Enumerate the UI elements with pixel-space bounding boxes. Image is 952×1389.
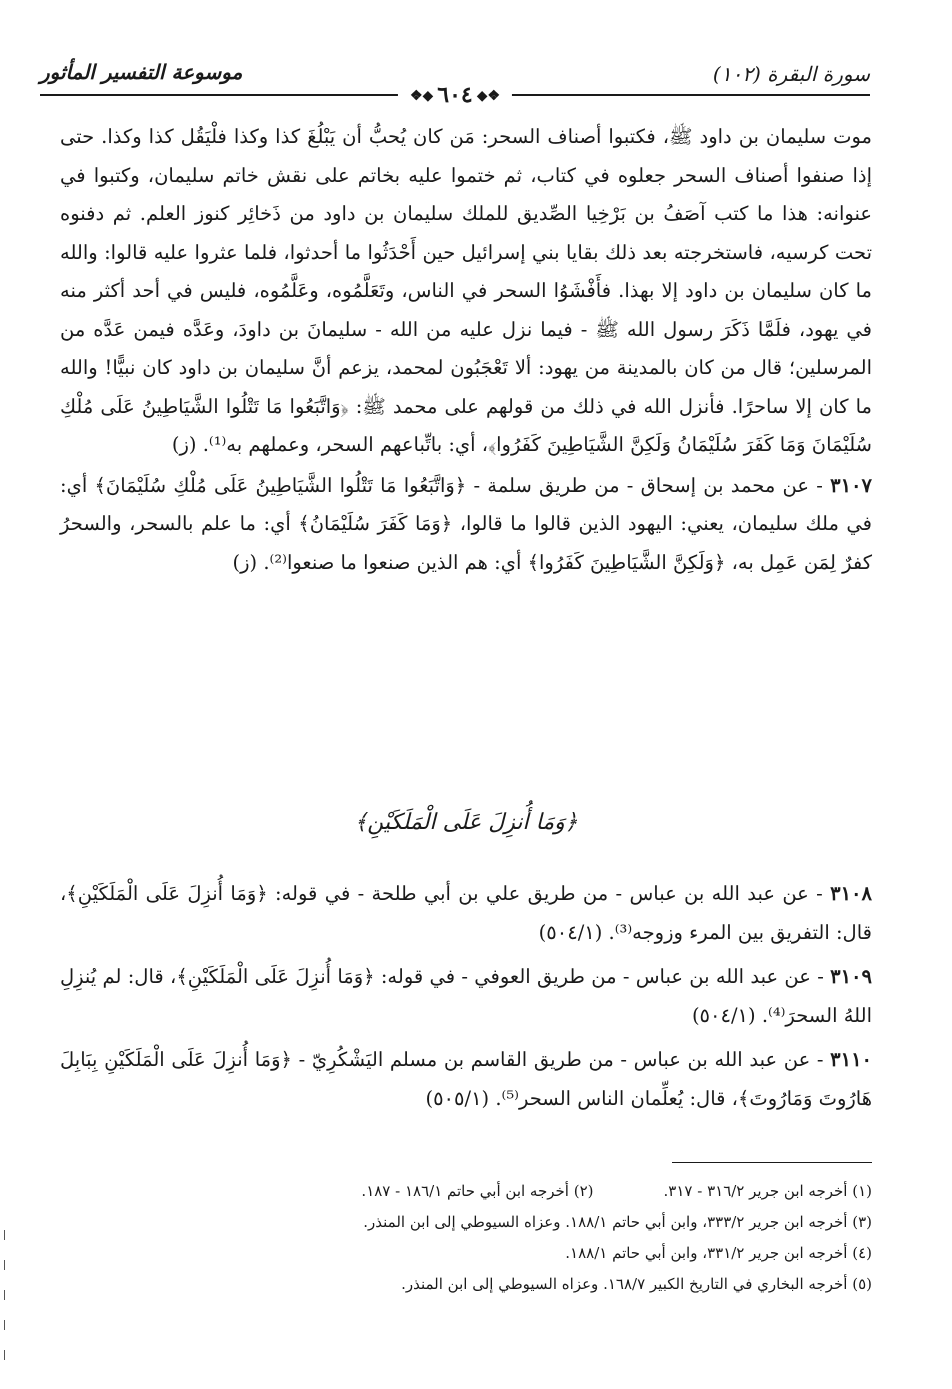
surah-title: سورة البقرة (١٠٢): [712, 62, 870, 86]
hadith-number: ٣١١٠: [830, 1048, 873, 1071]
section-heading: ﴿وَمَا أُنزِلَ عَلَى الْمَلَكَيْنِ﴾: [354, 810, 578, 835]
book-title: موسوعة التفسير المأثور: [40, 60, 243, 84]
footnote-4: (٤) أخرجه ابن جرير ٣٣١/٢، وابن أبي حاتم ١٨٨/١.: [565, 1244, 872, 1262]
page-number: ٦٠٤: [437, 82, 473, 108]
text-line: سليمانَ بن داودَ، وعَدَّه فيمن عَدَّه من المرسلين؛ قال من كان بالمدينة من يهود: ألا: [60, 317, 872, 379]
text-line: كَفَرُوا﴾ أي: هم الذين صنعوا ما صنعوا⁽²⁾. (ز): [232, 550, 584, 574]
text-line: - عن عبد الله بن عباس - من طريق العوفي - في قوله: ﴿وَمَا أُنزِلَ عَلَى: [254, 965, 824, 988]
hadith-number: ٣١٠٧: [830, 473, 873, 497]
text-line: - عن عبد الله بن عباس - من طريق القاسم بن مسلم اليَشْكُرِيّ - ﴿وَمَا أُنزِلَ عَلَى: [171, 1048, 824, 1071]
text-line: بخاتم على نقش خاتم سليمان، وكتبوا في عنوانه: هذا ما كتب آصَفُ بن بَرْخِيا: [60, 163, 872, 225]
footnote-1: (١) أخرجه ابن جرير ٣١٦/٢ - ٣١٧.: [663, 1182, 872, 1200]
text-line: فليس في أحد أكثر منه في يهود، فلَمَّا ذَكَرَ رسول الله ﷺ - فيما نزل عليه من الله -: [60, 279, 872, 341]
text-line: فاستخرجته بعد ذلك بقايا بني إسرائيل حين أَحْدَثُوا ما أحدثوا، فلما عثروا عليه قالوا:: [104, 240, 764, 264]
footnote-3: (٣) أخرجه ابن جرير ٣٣٣/٢، وابن أبي حاتم ١٨٨/١. وعزاه السيوطي إلى ابن المنذر.: [363, 1213, 872, 1231]
binding-marks: [2, 1230, 5, 1380]
text-line: - عن عبد الله بن عباس - من طريق علي بن أبي طلحة - في قوله: ﴿وَمَا أُنزِلَ: [187, 882, 823, 905]
paragraph-3110: [60, 1041, 872, 1118]
footnote-row: [60, 1176, 872, 1207]
paragraph-3107: [60, 467, 872, 583]
text-line: في ذلك من قولهم على محمد ﷺ: ﴿وَاتَّبَعُوا مَا تَتْلُوا الشَّيَاطِينُ عَلَى مُلْكِ سُلَيْمَانَ وَمَا كَفَرَ: [60, 394, 872, 456]
ornament-right-icon: ◆❖: [409, 88, 434, 104]
text-line: والله ما كان سليمان بن داود إلا بهذا. فأَفْشَوُا السحر في الناس، وتَعَلَّمُوه، وعَلَّمُوه،: [60, 240, 872, 302]
text-line: سُلَيْمَانُ وَلَكِنَّ الشَّيَاطِينَ كَفَرُوا﴾، أي: باتِّباعهم السحر، وعملهم به⁽¹⁾. (ز): [171, 433, 738, 456]
text-line: سُلَيْمَانُ﴾ أي: ما علم بالسحر، والسحرُ كفرٌ لِمَن عَمِل به، ﴿وَلَكِنَّ الشَّيَاطِينَ: [60, 512, 872, 574]
main-text: [60, 118, 872, 582]
hadith-number: ٣١٠٩: [830, 965, 872, 988]
paragraph-intro: [60, 118, 872, 465]
ornament-left-icon: ❖◆: [476, 88, 501, 104]
text-line: فلْيَقُل كذا وكذا. حتى إذا صنفوا أصناف السحر جعلوه في كتاب، ثم ختموا عليه: [60, 125, 872, 187]
hadith-number: ٣١٠٨: [830, 882, 872, 905]
text-line: الْمَلَكَيْنِ﴾، قال: لم يُنزِلِ اللهُ السحرَ⁽⁴⁾. (٥٠٤/١): [60, 965, 872, 1027]
text-line: الْمَلَكَيْنِ بِبَابِلَ هَارُوتَ وَمَارُوتَ﴾، قال: يُعلِّمان الناس السحر⁽⁵⁾. (٥٠٥/١): [60, 1048, 872, 1110]
text-line: الصِّديق للملك سليمان بن داود من ذَخائِر كنوز العلم. ثم دفنوه تحت كرسيه،: [60, 202, 873, 264]
text-line: موت سليمان بن داود ﷺ، فكتبوا أصناف السحر: مَن كان يُحبُّ أن يَبْلُغَ كذا وكذا: [233, 125, 872, 148]
footnotes: [60, 1176, 872, 1300]
footnote-2: (٢) أخرجه ابن أبي حاتم ١٨٦/١ - ١٨٧.: [361, 1182, 594, 1200]
page-number-box: [398, 82, 512, 108]
page-header: [40, 52, 870, 108]
footnote-rule: [672, 1162, 872, 1163]
footnote-5: (٥) أخرجه البخاري في التاريخ الكبير ١٦٨/٧. وعزاه السيوطي إلى ابن المنذر.: [401, 1275, 872, 1293]
text-line: - عن محمد بن إسحاق - من طريق سلمة - ﴿وَاتَّبَعُوا مَا تَتْلُوا الشَّيَاطِينُ عَلَى مُلْكِ: [173, 473, 823, 497]
paragraph-3109: [60, 958, 872, 1035]
text-line: تَعْجَبُون لمحمد، يزعم أنَّ سليمان بن داود كان نبيًّا! والله ما كان إلا ساحرًا. فأنزل الله: [60, 356, 873, 418]
main-text-continued: [60, 875, 872, 1124]
paragraph-3108: [60, 875, 872, 952]
text-line: عَلَى الْمَلَكَيْنِ﴾، قال: التفريق بين المرء وزوجه⁽³⁾. (٥٠٤/١): [60, 882, 872, 944]
text-line: سُلَيْمَانَ﴾ أي: في ملك سليمان، يعني: اليهود الذين قالوا ما قالوا، ﴿وَمَا كَفَرَ: [60, 473, 873, 535]
